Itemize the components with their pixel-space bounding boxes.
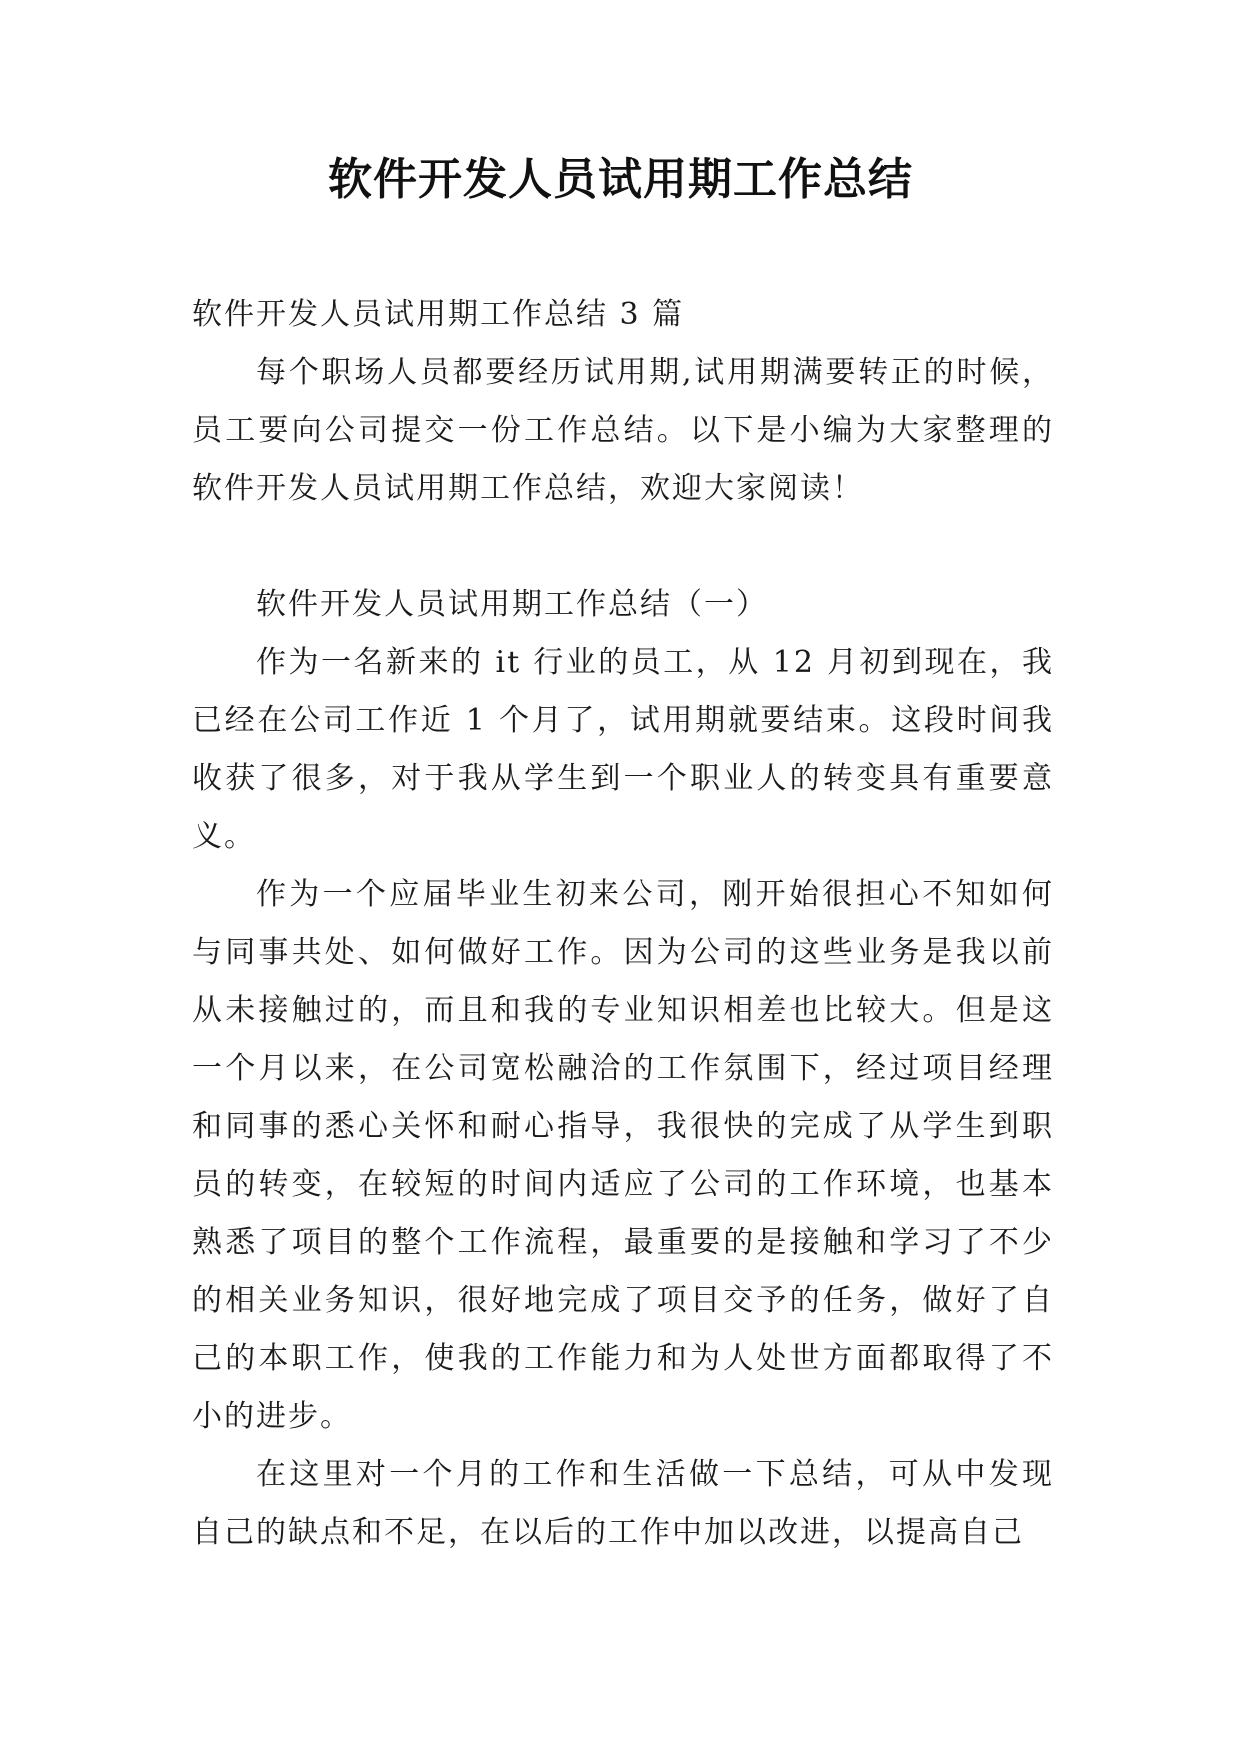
- document-title: 软件开发人员试用期工作总结: [328, 154, 913, 205]
- document-body: [192, 286, 1054, 1562]
- paragraph-spacer: [192, 518, 1054, 576]
- intro-paragraph: 每个职场人员都要经历试用期,试用期满要转正的时候，员工要向公司提交一份工作总结。以下是小编为大家整理的软件开发人员试用期工作总结，欢迎大家阅读！: [192, 355, 1054, 506]
- section-heading: 软件开发人员试用期工作总结（一）: [256, 587, 768, 622]
- body-paragraph-2: 作为一个应届毕业生初来公司，刚开始很担心不知如何与同事共处、如何做好工作。因为公司的这些业务是我以前从未接触过的，而且和我的专业知识相差也比较大。但是这一个月以来，在公司宽松融洽的工作氛围下，经过项目经理和同事的悉心关怀和耐心指导，我很快的完成了从学生到职员的转变，在较短的时间内适应了公司的工作环境，也基本熟悉了项目的整个工作流程，最重要的是接触和学习了不少的相关业务知识，很好地完成了项目交予的任务，做好了自己的本职工作，使我的工作能力和为人处世方面都取得了不小的进步。: [192, 877, 1054, 1434]
- body-paragraph-1: 作为一名新来的 it 行业的员工，从 12 月初到现在，我已经在公司工作近 1 个月了，试用期就要结束。这段时间我收获了很多，对于我从学生到一个职业人的转变具有重要意义。: [192, 645, 1054, 854]
- document-subtitle: 软件开发人员试用期工作总结 3 篇: [192, 297, 685, 332]
- body-paragraph-3: 在这里对一个月的工作和生活做一下总结，可从中发现自己的缺点和不足，在以后的工作中加以改进，以提高自己: [192, 1457, 1054, 1550]
